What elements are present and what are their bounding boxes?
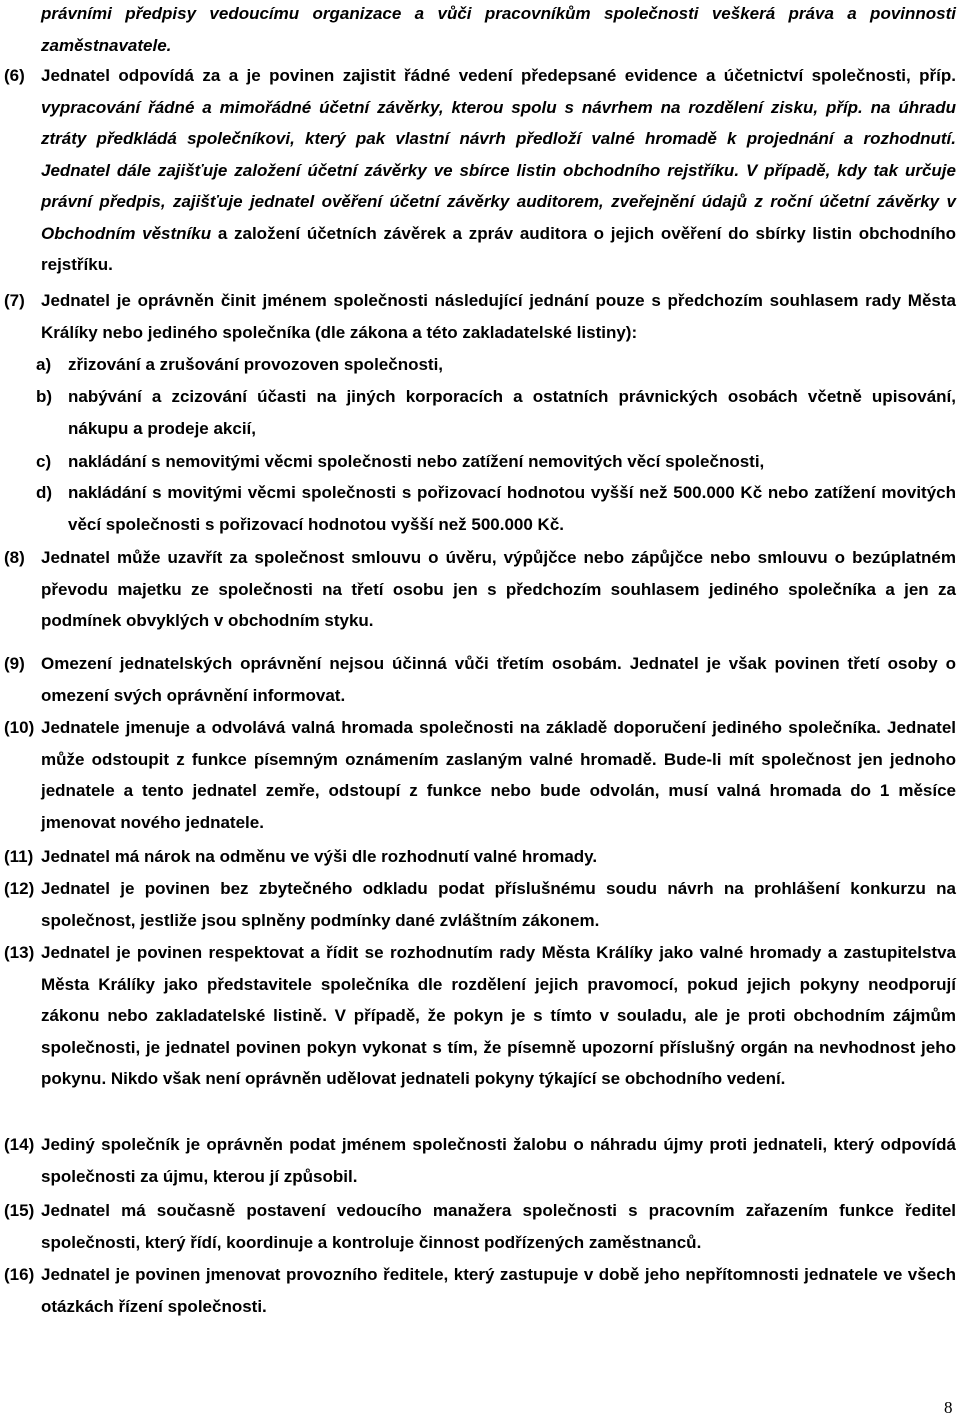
list-item-text: nakládání s nemovitými věcmi společnosti nebo zatížení nemovitých věcí společnosti, <box>68 452 765 471</box>
paragraph-text-italic-2: V případě, kdy tak určuje právní předpis, zajišťuje jednatel ověření účetní závěrky auditorem, zveřejnění údajů z roční účetní závěrky v Obchodním věstníku <box>41 160 956 243</box>
paragraph-6 <box>4 60 956 281</box>
paragraph-number: (11) <box>4 847 34 866</box>
paragraph-number: (13) <box>4 943 35 962</box>
paragraph-16 <box>4 1259 956 1322</box>
paragraph-8 <box>4 542 956 637</box>
paragraph-7 <box>4 285 956 348</box>
list-item-a <box>36 349 956 381</box>
paragraph-11 <box>4 841 956 873</box>
paragraph-13 <box>4 937 956 1095</box>
list-item-c <box>36 446 956 478</box>
list-item-d <box>36 477 956 540</box>
paragraph-number: (12) <box>4 879 35 898</box>
intro-text: právními předpisy vedoucímu organizace a vůči pracovníkům společnosti veškerá práva a povinnosti zaměstnavatele. <box>41 4 956 55</box>
list-item-text: zřizování a zrušování provozoven společnosti, <box>68 355 444 374</box>
paragraph-15 <box>4 1195 956 1258</box>
paragraph-body: Jednatel může uzavřít za společnost smlouvu o úvěru, výpůjčce nebo zápůjčce nebo smlouvu o bezúplatném převodu majetku ze společnosti na třetí osobu jen s předchozím souhlasem jediného společníka a jen za podmínek obvyklých v obchodním styku. <box>41 548 956 630</box>
paragraph-text-2: V případě, že pokyn je s tímto v souladu, ale je proti obchodním zájmům společnosti, je jednatel povinen pokyn vykonat s tím, že písemně upozorní příslušný orgán na nevhodnost jeho pokynu. Nikdo však není oprávněn udělovat jednateli pokyny týkající se obchodního vedení. <box>41 1006 956 1088</box>
paragraph-number: (8) <box>4 548 25 567</box>
paragraph-text-2: a založení účetních závěrek a zpráv auditora o jejich ověření do sbírky listin obchodního rejstříku. <box>41 223 956 274</box>
paragraph-number: (9) <box>4 654 25 673</box>
paragraph-body <box>41 60 956 281</box>
paragraph-number: (6) <box>4 66 25 85</box>
list-item-letter: d) <box>36 483 53 502</box>
paragraph-number: (15) <box>4 1201 35 1220</box>
list-item-text: nabývání a zcizování účasti na jiných korporacích a ostatních právnických osobách včetně upisování, nákupu a prodeje akcií, <box>68 387 956 438</box>
paragraph-number: (7) <box>4 291 25 310</box>
paragraph-14 <box>4 1129 956 1192</box>
paragraph-body: Jednatel je oprávněn činit jménem společnosti následující jednání pouze s předchozím souhlasem rady Města Králíky nebo jediného společníka (dle zákona a této zakladatelské listiny): <box>41 291 956 342</box>
list-item-text: nakládání s movitými věcmi společnosti s pořizovací hodnotou vyšší než 500.000 Kč nebo zatížení movitých věcí společnosti s pořizovací hodnotou vyšší než 500.000 Kč. <box>68 483 956 534</box>
list-item-b <box>36 381 956 444</box>
paragraph-body: Jednatel má současně postavení vedoucího manažera společnosti s pracovním zařazením funkce ředitel společnosti, který řídí, koordinuje a kontroluje činnost podřízených zaměstnanců. <box>41 1201 956 1252</box>
paragraph-number: (16) <box>4 1265 35 1284</box>
list-item-letter: b) <box>36 387 53 406</box>
paragraph-body: Jednatel je povinen jmenovat provozního ředitele, který zastupuje v době jeho nepřítomnosti jednatele ve všech otázkách řízení společnosti. <box>41 1265 956 1316</box>
paragraph-body: Jednatel má nárok na odměnu ve výši dle rozhodnutí valné hromady. <box>41 847 598 866</box>
paragraph-body: Jediný společník je oprávněn podat jménem společnosti žalobu o náhradu újmy proti jednateli, který odpovídá společnosti za újmu, kterou jí způsobil. <box>41 1135 956 1186</box>
paragraph-12 <box>4 873 956 936</box>
paragraph-number: (14) <box>4 1135 35 1154</box>
paragraph-text-italic: vypracování řádné a mimořádné účetní závěrky, kterou spolu s návrhem na rozdělení zisku, příp. na úhradu ztráty předkládá společníkovi, který pak vlastní návrh předloží valné hromadě k projednání a rozhodnutí. Jednatel dále zajišťuje založení účetní závěrky ve sbírce listin obchodního rejstříku. <box>41 97 956 180</box>
paragraph-body: Jednatel je povinen bez zbytečného odkladu podat příslušnému soudu návrh na prohlášení konkurzu na společnost, jestliže jsou splněny podmínky dané zvláštním zákonem. <box>41 879 956 930</box>
paragraph-9 <box>4 648 956 711</box>
paragraph-number: (10) <box>4 718 35 737</box>
intro-paragraph <box>41 0 956 61</box>
list-item-letter: a) <box>36 355 52 374</box>
paragraph-text: Jednatel odpovídá za a je povinen zajistit řádné vedení předepsané evidence a účetnictví společnosti, příp. <box>41 66 956 85</box>
paragraph-body: Jednatele jmenuje a odvolává valná hromada společnosti na základě doporučení jediného společníka. Jednatel může odstoupit z funkce písemným oznámením zaslaným valné hromadě. Bude-li mít společnost jen jednoho jednatele a tento jednatel zemře, odstoupí z funkce nebo bude odvolán, musí valná hromada do 1 měsíce jmenovat nového jednatele. <box>41 718 956 832</box>
paragraph-body <box>41 937 956 1095</box>
paragraph-body: Omezení jednatelských oprávnění nejsou účinná vůči třetím osobám. Jednatel je však povinen třetí osoby o omezení svých oprávnění informovat. <box>41 654 956 705</box>
paragraph-10 <box>4 712 956 838</box>
list-item-letter: c) <box>36 452 52 471</box>
page-number: 8 <box>944 1398 953 1417</box>
paragraph-text: Jednatel je povinen respektovat a řídit se rozhodnutím rady Města Králíky jako valné hromady a zastupitelstva Města Králíky jako představitele společníka dle rozdělení jejich pravomocí, pokud jejich pokyny neodporují zákonu nebo zakladatelské listině. <box>41 943 956 1025</box>
